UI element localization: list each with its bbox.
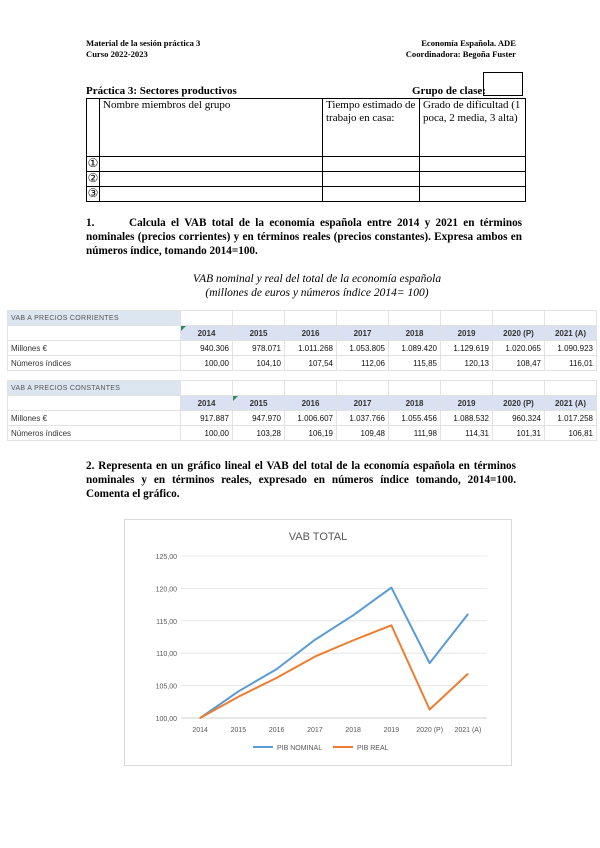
figure-title-line-2: (millones de euros y números índice 2014= 100)	[205, 287, 429, 299]
chart-svg	[125, 520, 511, 765]
legend-label: PIB NOMINAL	[277, 745, 323, 752]
year-header: 2014	[181, 326, 233, 341]
value-cell: 1.011.268	[285, 341, 337, 356]
nominal-vab-table	[7, 310, 597, 371]
member-difficulty-cell[interactable]	[420, 157, 526, 172]
data-point	[467, 613, 469, 615]
data-point	[314, 656, 316, 658]
course-year: Curso 2022-2023	[86, 49, 148, 59]
value-cell: 1.055.456	[389, 411, 441, 426]
real-millions-row	[8, 411, 597, 426]
value-cell: 917.887	[181, 411, 233, 426]
row-label: Números índices	[8, 426, 181, 441]
data-point	[391, 587, 393, 589]
data-point	[238, 696, 240, 698]
real-section-label: VAB A PRECIOS CONSTANTES	[8, 381, 181, 396]
members-table	[86, 98, 526, 202]
data-point	[352, 614, 354, 616]
col-name-header: Nombre miembros del grupo	[100, 99, 323, 157]
year-header: 2014	[181, 396, 233, 411]
nominal-index-row	[8, 356, 597, 371]
data-point	[199, 717, 201, 719]
data-point	[314, 639, 316, 641]
chart-gridlines	[181, 556, 487, 718]
year-header: 2021 (A)	[545, 396, 597, 411]
value-cell: 1.090.923	[545, 341, 597, 356]
header-left	[86, 38, 200, 60]
member-row	[87, 187, 526, 202]
member-number: ①	[87, 156, 99, 170]
group-label: Grupo de clase:	[412, 85, 486, 97]
chart-legend	[253, 745, 389, 752]
member-row	[87, 157, 526, 172]
value-cell: 108,47	[493, 356, 545, 371]
data-point	[276, 668, 278, 670]
value-cell: 101,31	[493, 426, 545, 441]
x-tick-label: 2016	[268, 727, 285, 734]
group-input-box[interactable]	[483, 72, 523, 96]
value-cell: 103,28	[233, 426, 285, 441]
data-point	[238, 691, 240, 693]
value-cell: 1.053.805	[337, 341, 389, 356]
chart-y-axis	[156, 554, 178, 723]
data-point	[352, 640, 354, 642]
real-vab-table	[7, 380, 597, 441]
row-label: Números índices	[8, 356, 181, 371]
value-cell: 1.088.532	[441, 411, 493, 426]
data-point	[429, 662, 431, 664]
value-cell: 115,85	[389, 356, 441, 371]
year-header: 2020 (P)	[493, 396, 545, 411]
x-tick-label: 2019	[383, 727, 400, 734]
value-cell: 104,10	[233, 356, 285, 371]
subject-name: Economía Española. ADE	[421, 38, 516, 48]
row-label: Millones €	[8, 411, 181, 426]
value-cell: 106,81	[545, 426, 597, 441]
member-number: ②	[87, 171, 99, 185]
value-cell: 1.006.607	[285, 411, 337, 426]
value-cell: 116,01	[545, 356, 597, 371]
data-point	[276, 677, 278, 679]
row-label: Millones €	[8, 341, 181, 356]
value-cell: 109,48	[337, 426, 389, 441]
member-difficulty-cell[interactable]	[420, 172, 526, 187]
year-header: 2016	[285, 396, 337, 411]
value-cell: 940.306	[181, 341, 233, 356]
value-cell: 106,19	[285, 426, 337, 441]
y-tick-label: 120,00	[155, 586, 177, 594]
value-cell: 112,06	[337, 356, 389, 371]
member-difficulty-cell[interactable]	[420, 187, 526, 202]
member-time-cell[interactable]	[323, 187, 420, 202]
year-header: 2017	[337, 326, 389, 341]
x-tick-label: 2020 (P)	[416, 727, 444, 734]
member-name-cell[interactable]	[100, 157, 323, 172]
year-header: 2020 (P)	[493, 326, 545, 341]
x-tick-label: 2017	[307, 727, 323, 734]
year-header: 2016	[285, 326, 337, 341]
data-point	[429, 709, 431, 711]
value-cell: 107,54	[285, 356, 337, 371]
nominal-millions-row	[8, 341, 597, 356]
question-1	[86, 216, 522, 258]
value-cell: 960.324	[493, 411, 545, 426]
year-header: 2018	[389, 326, 441, 341]
value-cell: 1.037.766	[337, 411, 389, 426]
chart-x-axis	[192, 727, 481, 734]
nominal-section-label: VAB A PRECIOS CORRIENTES	[8, 311, 181, 326]
col-time-header: Tiempo estimado de trabajo en casa:	[323, 99, 420, 157]
data-point	[467, 673, 469, 675]
real-index-row	[8, 426, 597, 441]
x-tick-label: 2015	[230, 727, 247, 734]
question-1-text: Calcula el VAB total de la economía española entre 2014 y 2021 en términos nominales (precios corrientes) y en términos reales (precios constantes). Expresa ambos en números índice, tomando 2014=100.	[86, 217, 523, 257]
value-cell: 1.129.619	[441, 341, 493, 356]
value-cell: 100,00	[181, 426, 233, 441]
member-name-cell[interactable]	[100, 172, 323, 187]
members-corner-cell	[87, 99, 100, 157]
y-tick-label: 125,00	[155, 554, 177, 561]
member-time-cell[interactable]	[323, 157, 420, 172]
year-header: 2019	[441, 396, 493, 411]
value-cell: 1.020.065	[493, 341, 545, 356]
value-cell: 111,98	[389, 426, 441, 441]
y-tick-label: 100,00	[155, 716, 177, 723]
year-header: 2015	[233, 396, 285, 411]
coordinator: Coordinadora: Begoña Fuster	[405, 49, 516, 59]
y-tick-label: 105,00	[155, 683, 177, 691]
x-tick-label: 2021 (A)	[454, 727, 482, 734]
header-right	[386, 38, 516, 60]
value-cell: 947.970	[233, 411, 285, 426]
vab-line-chart	[124, 519, 512, 766]
member-name-cell[interactable]	[100, 187, 323, 202]
course-material: Material de la sesión práctica 3	[86, 38, 201, 48]
value-cell: 1.017.258	[545, 411, 597, 426]
data-point	[391, 624, 393, 626]
col-difficulty-header: Grado de dificultad (1 poca, 2 media, 3 alta)	[420, 99, 526, 157]
legend-label: PIB REAL	[357, 745, 389, 752]
question-1-number: 1.	[86, 217, 95, 229]
member-number: ③	[87, 186, 99, 200]
year-header: 2018	[389, 396, 441, 411]
x-tick-label: 2014	[192, 727, 208, 734]
y-tick-label: 115,00	[156, 618, 177, 626]
series-line-pib-real	[200, 625, 468, 718]
chart-series-lines	[199, 587, 468, 719]
figure-title-line-1: VAB nominal y real del total de la economía española	[192, 273, 442, 285]
figure-title	[150, 272, 484, 300]
value-cell: 120,13	[441, 356, 493, 371]
value-cell: 114,31	[441, 426, 493, 441]
series-line-pib-nominal	[200, 588, 468, 718]
year-header: 2019	[441, 326, 493, 341]
year-header: 2015	[233, 326, 285, 341]
member-row	[87, 172, 526, 187]
member-time-cell[interactable]	[323, 172, 420, 187]
y-tick-label: 110,00	[156, 651, 177, 659]
year-header: 2021 (A)	[545, 326, 597, 341]
chart-title: VAB TOTAL	[288, 531, 348, 543]
value-cell: 1.089.420	[389, 341, 441, 356]
value-cell: 978.071	[233, 341, 285, 356]
value-cell: 100,00	[181, 356, 233, 371]
practice-title: Práctica 3: Sectores productivos	[86, 85, 237, 97]
year-header: 2017	[337, 396, 389, 411]
question-2: 2. Representa en un gráfico lineal el VAB del total de la economía española en términos nominales y en términos reales, expresado en números índice tomando, 2014=100. Comenta el gráfico.	[86, 460, 516, 500]
x-tick-label: 2018	[345, 727, 361, 734]
